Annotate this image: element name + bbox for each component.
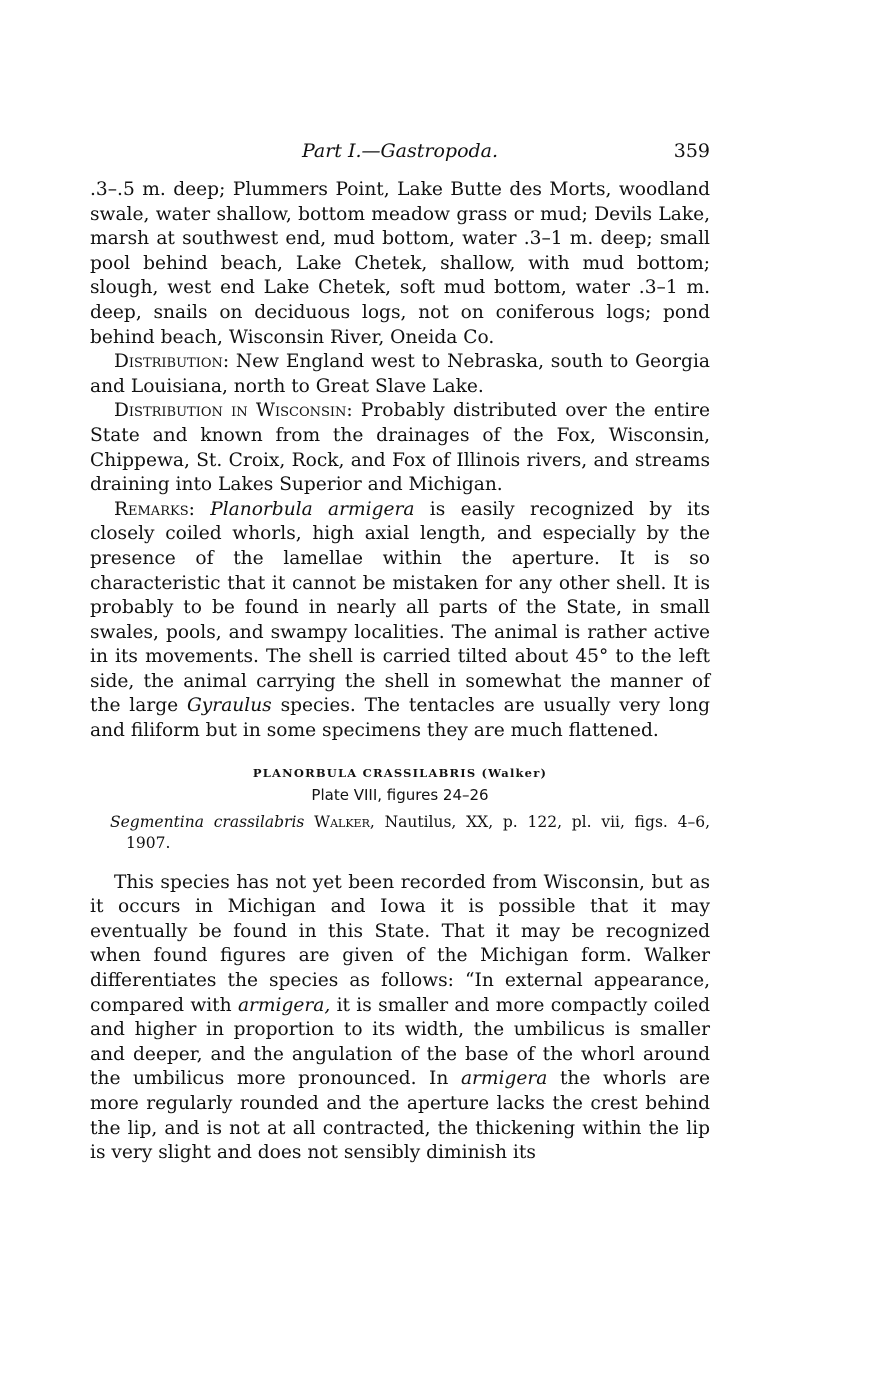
- synonym-reference: , Nautilus, XX, p. 122, pl. vii, figs. 4–6, 1907.: [126, 812, 710, 852]
- running-title: Part I.—Gastropoda.: [301, 140, 499, 162]
- description-text-2: it is smaller and more compactly coiled and higher in proportion to its width, the umbilicus is smaller and deeper, and the angulation of the base of the whorl around the umbilicus more pronounced. In: [90, 994, 710, 1090]
- distribution-paragraph: [90, 350, 710, 399]
- page-header: [90, 140, 710, 178]
- distribution-label: Distribution:: [114, 351, 230, 373]
- description-text-1: This species has not yet been recorded from Wisconsin, but as it occurs in Michigan and Iowa it is possible that it may eventually be found in this State. That it may be recognized when found figures are given of the Michigan form. Walker differentiates the species as follows: “In external appearance, compared with: [90, 871, 710, 1016]
- body-text: [90, 178, 710, 744]
- synonym-citation: [90, 812, 710, 854]
- description-armigera-2: armigera: [460, 1068, 548, 1090]
- synonym-author: Walker: [314, 812, 370, 831]
- description-paragraph: [90, 871, 710, 1166]
- document-page: [90, 140, 710, 1166]
- distribution-wisconsin-text: Probably distributed over the entire State and known from the drainages of the Fox, Wisconsin, Chippewa, St. Croix, Rock, and Fox of Illinois rivers, and streams draining into Lakes Superior and Michigan.: [90, 400, 710, 496]
- remarks-paragraph: [90, 498, 710, 744]
- distribution-wisconsin-paragraph: [90, 399, 710, 497]
- description-armigera-1: armigera,: [237, 994, 331, 1016]
- remarks-text-1: is easily recognized by its closely coiled whorls, high axial length, and especially by the presence of the lamellae within the aperture. It is so characteristic that it cannot be mistaken for any other shell. It is probably to be found in nearly all parts of the State, in small swales, pools, and swampy localities. The animal is rather active in its movements. The shell is carried tilted about 45° to the left side, the animal carrying the shell in somewhat the manner of the large: [90, 498, 710, 717]
- distribution-wisconsin-label: Distribution in Wisconsin:: [114, 400, 353, 422]
- description-paragraph-text: [90, 871, 710, 1166]
- remarks-species-name: Planorbula armigera: [210, 498, 415, 520]
- remarks-text-2: species. The tentacles are usually very long and filiform but in some specimens they are much flattened.: [90, 695, 710, 742]
- plate-reference: Plate VIII, figures 24–26: [311, 785, 489, 804]
- species-heading: PLANORBULA CRASSILABRIS (Walker): [252, 765, 548, 780]
- habitat-text: .3–.5 m. deep; Plummers Point, Lake Butte des Morts, woodland swale, water shallow, bottom meadow grass or mud; Devils Lake, marsh at southwest end, mud bottom, water .3–1 m. deep; small pool behind beach, Lake Chetek, shallow, with mud bottom; slough, west end Lake Chetek, soft mud bottom, water .3–1 m. deep, snails on deciduous logs, not on coniferous logs; pond behind beach, Wisconsin River, Oneida Co.: [90, 179, 710, 348]
- distribution-text: New England west to Nebraska, south to Georgia and Louisiana, north to Great Slave Lake.: [90, 351, 710, 397]
- page-number: 359: [673, 140, 710, 162]
- habitat-paragraph: [90, 178, 710, 350]
- remarks-label: Remarks:: [114, 498, 195, 520]
- description-text-3: the whorls are more regularly rounded and the aperture lacks the crest behind the lip, and is not at all contracted, the thickening within the lip is very slight and does not sensibly diminish its: [90, 1068, 710, 1164]
- synonym-name: Segmentina crassilabris: [110, 812, 305, 831]
- remarks-genus-name: Gyraulus: [186, 695, 272, 717]
